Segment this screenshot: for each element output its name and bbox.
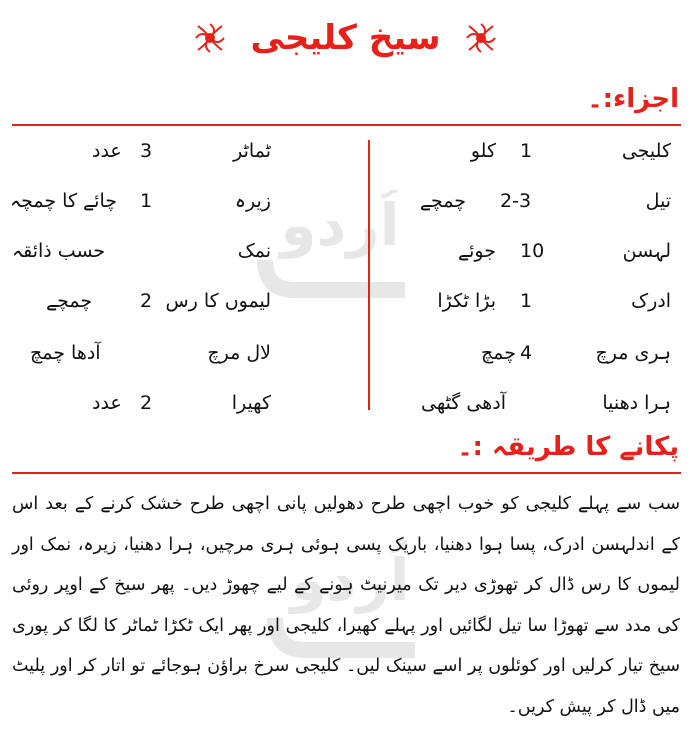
ingredient-name: لیموں کا رس [165, 290, 271, 312]
ingredient-unit: حسب ذائقہ [12, 240, 106, 262]
title-row [0, 8, 691, 68]
ingredient-qty: 2 [140, 290, 153, 312]
ingredient-unit: آدھا چمچ [30, 342, 101, 364]
ingredient-name: تیل [645, 190, 671, 212]
ingredient-unit: کلو [470, 140, 496, 162]
ingredient-unit: عدد [92, 392, 122, 414]
ingredient-name: لہسن [622, 240, 671, 262]
ingredient-unit: چمچ [481, 342, 516, 364]
watermark-text: اُردو [290, 546, 410, 614]
method-heading: پکانے کا طریقہ :۔ [457, 432, 679, 462]
method-text [12, 484, 680, 727]
ingredient-qty: 1 [140, 190, 153, 212]
ingredients-divider [12, 124, 681, 126]
method-divider [12, 472, 681, 474]
ingredient-unit: جوئے [458, 240, 496, 262]
ingredient-qty: 4 [520, 342, 533, 364]
ingredient-name: نمک [237, 240, 271, 262]
ingredient-name: کھیرا [231, 392, 271, 414]
ingredient-name: کلیجی [621, 140, 671, 162]
ornament-right-icon [463, 20, 499, 56]
page-title: سیخ کلیجی [250, 18, 441, 58]
ingredient-qty: 3 [140, 140, 153, 162]
ingredient-unit: آدھی گٹھی [420, 392, 506, 414]
ingredient-qty: 2 [140, 392, 153, 414]
ingredient-unit: عدد [92, 140, 122, 162]
ingredient-name: ادرک [631, 290, 671, 312]
watermark-text: اُردو [280, 191, 400, 259]
ingredient-unit: بڑا ٹکڑا [437, 290, 496, 312]
ingredient-name: لال مرچ [207, 342, 271, 364]
ingredient-qty: 1 [520, 290, 533, 312]
ingredient-name: ہرا دھنیا [602, 392, 671, 414]
ingredients-heading: اجزاء:۔ [587, 84, 679, 114]
ingredient-unit: چائے کا چمچہ [10, 190, 117, 212]
ingredient-name: زیرہ [234, 190, 271, 212]
ingredient-name: ٹماٹر [233, 140, 271, 162]
ornament-left-icon [192, 20, 228, 56]
ingredient-name: ہری مرچ [595, 342, 671, 364]
watermark-logo-top [255, 190, 425, 300]
ingredient-qty: 2-3 [500, 190, 532, 212]
ingredient-qty: 10 [520, 240, 545, 262]
method-paragraph: سب سے پہلے کلیجی کو خوب اچھی طرح دھولیں پانی اچھی طرح خشک کرنے کے بعد اس کے اندلہسن ادرک، پسا ہوا دھنیا، باریک پسی ہوئی ہری مرچیں، ہرا دھنیا، زیرہ، نمک اور لیموں کا رس ڈال کر تھوڑی دیر تک میرنیٹ ہونے کے لیے چھوڑ دیں۔ پھر سیخ کے اوپر روئی کی مدد سے تھوڑا سا تیل لگائیں اور پہلے کھیرا، کلیجی اور پھر ایک ٹکڑا ٹماٹر کا لگا کر پوری سیخ تیار کرلیں اور کوئلوں پر اسے سینک لیں۔ کلیجی سرخ براؤن ہوجائے تو اتار کر اور پلیٹ میں ڈال کر پیش کریں۔ [12, 494, 680, 717]
ingredient-unit: چمچے [419, 190, 466, 212]
column-divider [368, 140, 370, 410]
ingredient-qty: 1 [520, 140, 533, 162]
ingredient-unit: چمچے [46, 290, 93, 312]
